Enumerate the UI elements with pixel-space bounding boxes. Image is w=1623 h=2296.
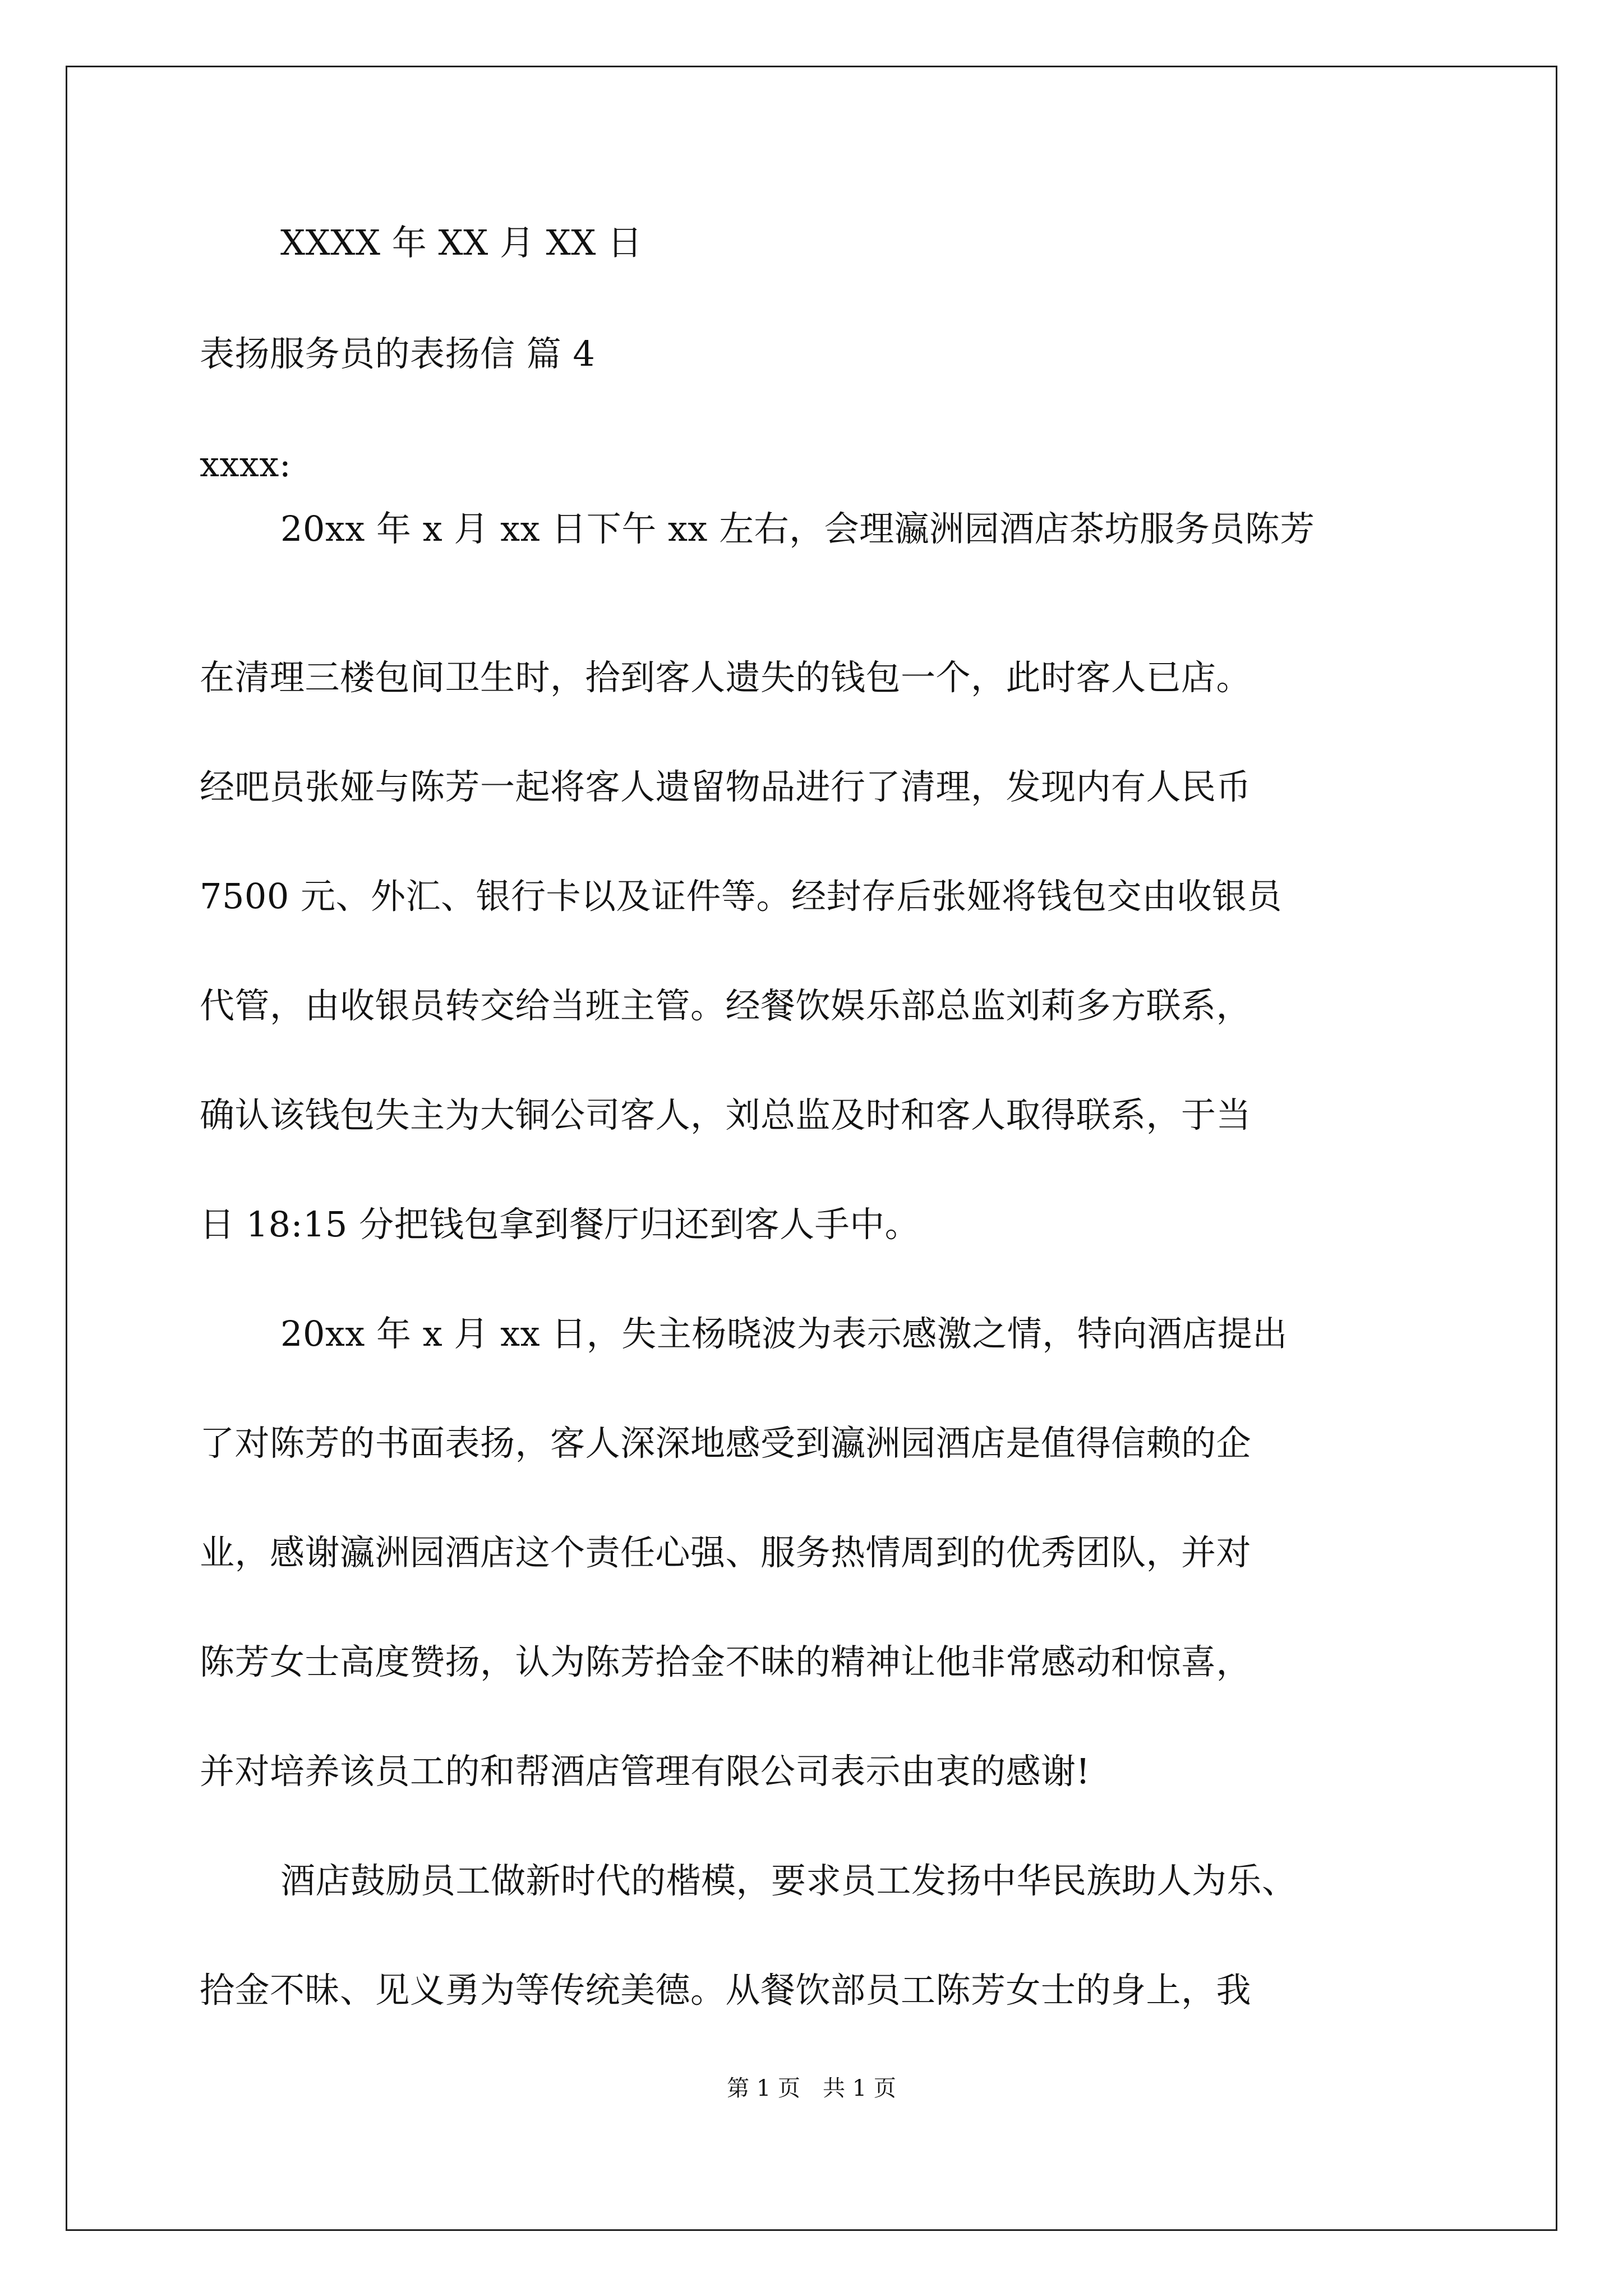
paragraph-line: 在清理三楼包间卫生时，拾到客人遗失的钱包一个，此时客人已店。 — [200, 657, 1252, 698]
paragraph-line: 日 18:15 分把钱包拿到餐厅归还到客人手中。 — [200, 1204, 920, 1245]
paragraph-line: 20xx 年 x 月 xx 日下午 xx 左右，会理瀛洲园酒店茶坊服务员陈芳 — [280, 508, 1315, 549]
paragraph-line: 7500 元、外汇、银行卡以及证件等。经封存后张娅将钱包交由收银员 — [200, 876, 1282, 917]
paragraph-line: 确认该钱包失主为大铜公司客人，刘总监及时和客人取得联系，于当 — [200, 1094, 1252, 1135]
page-frame — [66, 66, 1557, 2231]
paragraph-line: 20xx 年 x 月 xx 日，失主杨晓波为表示感激之情，特向酒店提出 — [280, 1313, 1288, 1354]
date-line: XXXX 年 XX 月 XX 日 — [280, 222, 643, 263]
paragraph-line: 并对培养该员工的和帮酒店管理有限公司表示由衷的感谢! — [200, 1751, 1090, 1792]
paragraph-line: 经吧员张娅与陈芳一起将客人遗留物品进行了清理，发现内有人民币 — [200, 766, 1252, 807]
section-title: 表扬服务员的表扬信 篇 4 — [200, 333, 596, 374]
paragraph-line: 了对陈芳的书面表扬，客人深深地感受到瀛洲园酒店是值得信赖的企 — [200, 1423, 1252, 1464]
paragraph-line: 代管，由收银员转交给当班主管。经餐饮娱乐部总监刘莉多方联系， — [200, 985, 1252, 1026]
paragraph-line: 酒店鼓励员工做新时代的楷模，要求员工发扬中华民族助人为乐、 — [280, 1860, 1297, 1901]
paragraph-line: 拾金不昧、见义勇为等传统美德。从餐饮部员工陈芳女士的身上，我 — [200, 1970, 1252, 2010]
paragraph-line: 业，感谢瀛洲园酒店这个责任心强、服务热情周到的优秀团队，并对 — [200, 1532, 1252, 1573]
salutation: xxxx: — [200, 444, 292, 485]
paragraph-line: 陈芳女士高度赞扬，认为陈芳拾金不昧的精神让他非常感动和惊喜， — [200, 1641, 1252, 1682]
page-number-footer: 第 1 页 共 1 页 — [727, 2076, 896, 2101]
